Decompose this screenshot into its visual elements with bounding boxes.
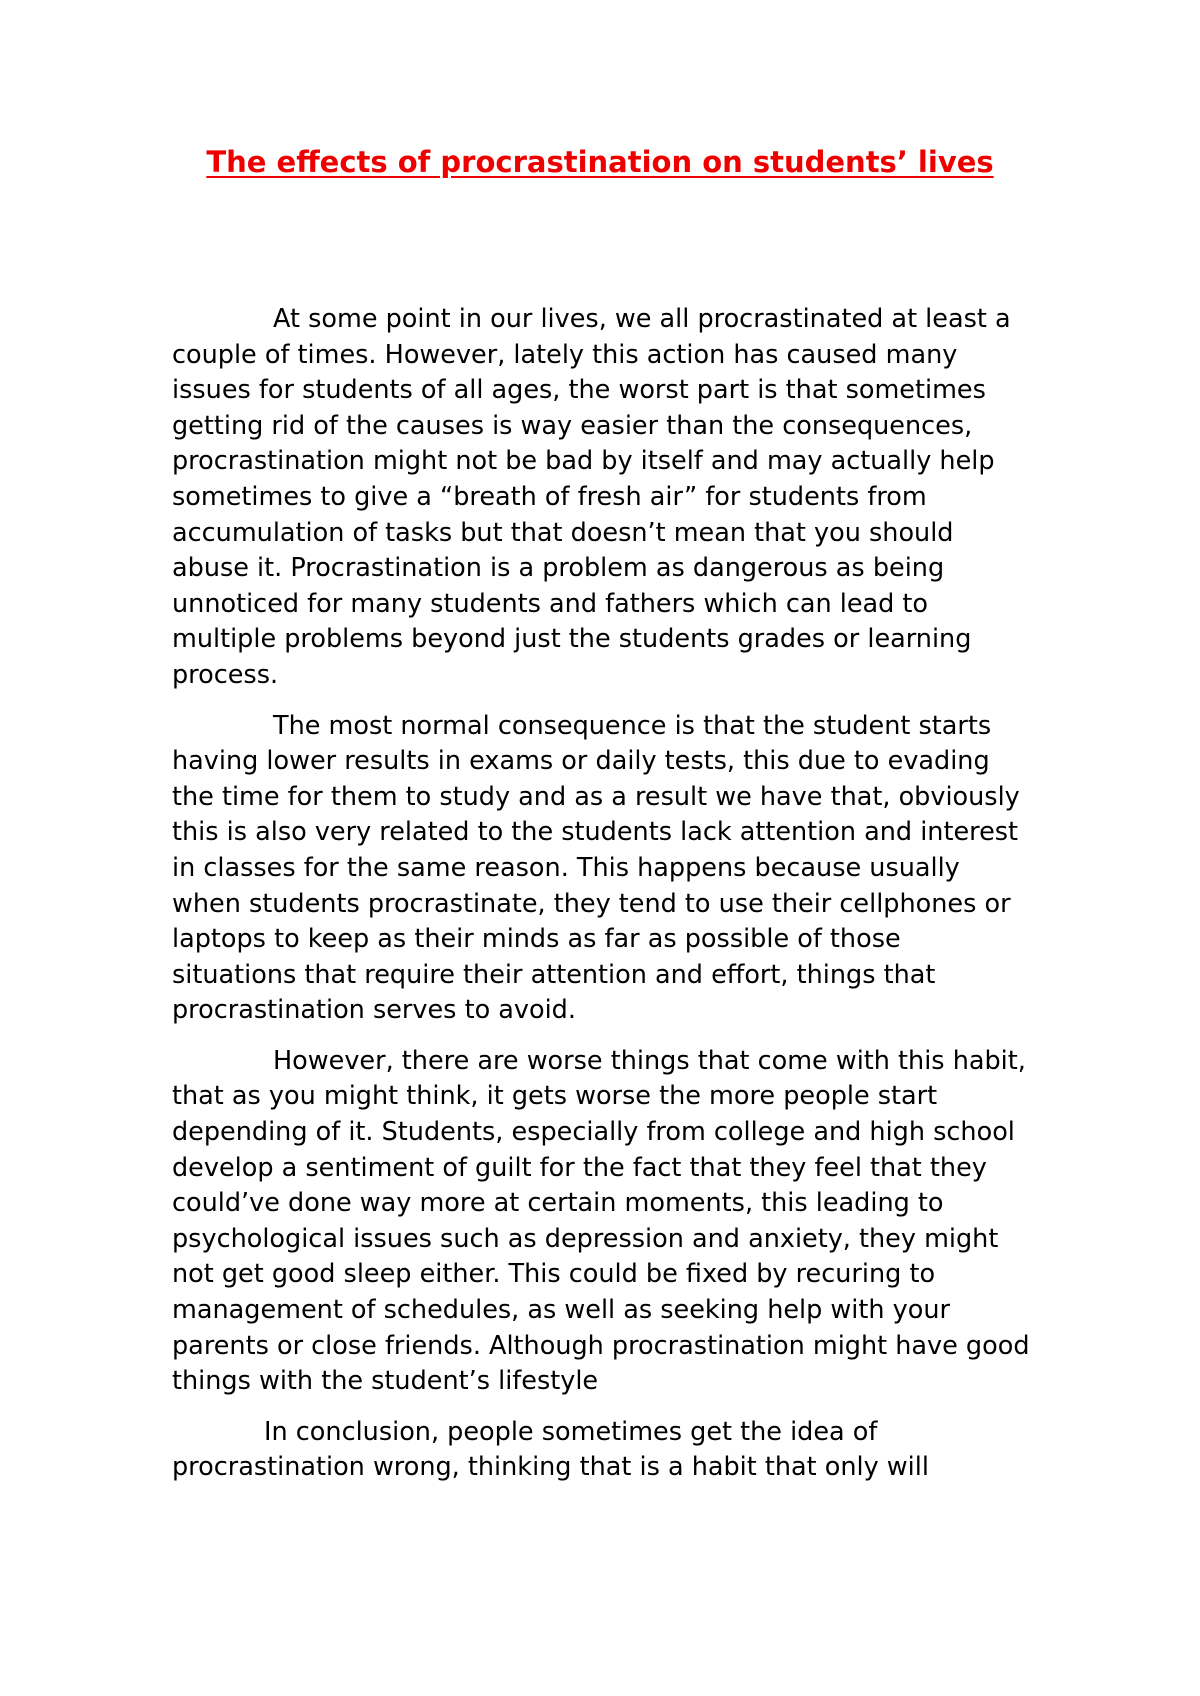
paragraph-2 (172, 709, 1032, 1029)
document-title: The effects of procrastination on students’ lives (206, 145, 994, 179)
paragraph-4 (172, 1415, 1032, 1486)
paragraph-1-text: At some point in our lives, we all procrastinated at least a couple of times. However, lately this action has caused many issues for students of all ages, the worst part is that sometimes getting rid of the causes is way easier than the consequences, procrastination might not be bad by itself and may actually help sometimes to give a “breath of fresh air” for students from accumulation of tasks but that doesn’t mean that you should abuse it. Procrastination is a problem as dangerous as being unnoticed for many students and fathers which can lead to multiple problems beyond just the students grades or learning process. (172, 304, 1011, 690)
paragraph-4-text: In conclusion, people sometimes get the idea of procrastination wrong, thinking that is a habit that only will (172, 1416, 929, 1483)
paragraph-3 (172, 1044, 1032, 1400)
paragraph-1 (172, 302, 1032, 694)
paragraph-2-text: The most normal consequence is that the student starts having lower results in exams or daily tests, this due to evading the time for them to study and as a result we have that, obviously this is also very related to the students lack attention and interest in classes for the same reason. This happens because usually when students procrastinate, they tend to use their cellphones or laptops to keep as their minds as far as possible of those situations that require their attention and effort, things that procrastination serves to avoid. (172, 710, 1020, 1026)
paragraph-3-text: However, there are worse things that come with this habit, that as you might think, it gets worse the more people start depending of it. Students, especially from college and high school develop a sentiment of guilt for the fact that they feel that they could’ve done way more at certain moments, this leading to psychological issues such as depression and anxiety, they might not get good sleep either. This could be fixed by recuring to management of schedules, as well as seeking help with your parents or close friends. Although procrastination might have good things with the student’s lifestyle (172, 1045, 1030, 1397)
document-body (172, 302, 1032, 1501)
